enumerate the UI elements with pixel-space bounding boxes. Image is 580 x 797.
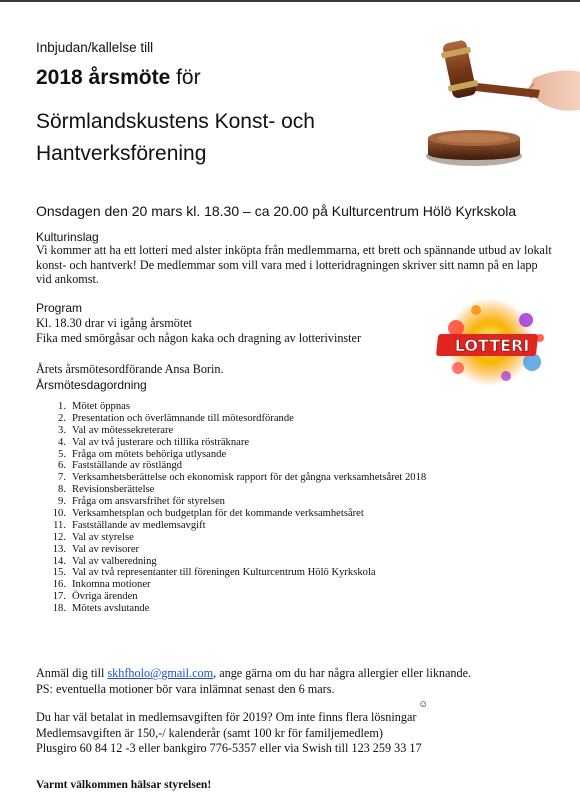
- agenda-item: [36, 496, 496, 508]
- agenda-item-text: Inkomna motioner: [72, 579, 151, 591]
- agenda-item: [36, 556, 496, 568]
- gavel-icon: [416, 32, 580, 185]
- program-line-1: Kl. 18.30 drar vi igång årsmötet: [36, 316, 193, 330]
- section-heading-program: Program: [36, 301, 83, 315]
- agenda-item-text: Verksamhetsberättelse och ekonomisk rapport för det gångna verksamhetsåret 2018: [72, 472, 427, 484]
- signup-line: [36, 666, 471, 681]
- agenda-item-number: 13.: [52, 543, 66, 555]
- section-heading-kulturinslag: Kulturinslag: [36, 230, 99, 244]
- agenda-item: [36, 460, 496, 472]
- signup-prefix: Anmäl dig till: [36, 666, 108, 680]
- org-name-line2: Hantverksförening: [36, 142, 207, 165]
- agenda-item: [36, 437, 496, 449]
- lotteri-word: LOTTERI: [454, 336, 530, 355]
- welcome-signoff: Varmt välkommen hälsar styrelsen!: [36, 779, 212, 791]
- agenda-item-number: 16.: [52, 579, 66, 591]
- agenda-item-number: 4.: [58, 436, 66, 448]
- agenda-item-text: Val av mötessekreterare: [72, 424, 174, 436]
- agenda-list: [36, 401, 496, 615]
- agenda-item-text: Revisionsberättelse: [72, 484, 155, 496]
- lotteri-image: [428, 298, 558, 393]
- agenda-item-text: Val av styrelse: [72, 531, 134, 543]
- agenda-item-text: Mötet öppnas: [72, 401, 130, 412]
- invite-label: Inbjudan/kallelse till: [36, 40, 154, 55]
- agenda-item: [36, 520, 496, 532]
- agenda-item: [36, 425, 496, 437]
- agenda-item: [36, 579, 496, 591]
- agenda-item-text: Presentation och överlämnande till mötesordförande: [72, 412, 294, 424]
- agenda-item-number: 15.: [52, 567, 66, 579]
- page-title: [36, 66, 201, 90]
- agenda-item-number: 6.: [58, 460, 66, 472]
- top-border: [0, 0, 580, 2]
- agenda-item: [36, 401, 496, 413]
- agenda-item: [36, 484, 496, 496]
- program-line-2: Fika med smörgåsar och någon kaka och dragning av lotterivinster: [36, 331, 362, 345]
- title-for: för: [170, 66, 201, 89]
- agenda-item-number: 9.: [58, 496, 66, 508]
- agenda-item: [36, 449, 496, 461]
- membership-fee: Medlemsavgiften är 150,-/ kalenderår (samt 100 kr för familjemedlem): [36, 726, 383, 740]
- agenda-item: [36, 508, 496, 520]
- agenda-item-text: Verksamhetsplan och budgetplan för det kommande verksamhetsåret: [72, 508, 364, 520]
- title-year-meeting: 2018 årsmöte: [36, 66, 171, 89]
- agenda-item-number: 3.: [58, 424, 66, 436]
- agenda-item-text: Val av två representanter till föreningen Kulturcentrum Hölö Kyrkskola: [72, 567, 376, 579]
- agenda-item-text: Fråga om mötets behöriga utlysande: [72, 448, 227, 460]
- kulturinslag-text: Vi kommer att ha ett lotteri med alster inköpta från medlemmarna, ett brett och spännande utbud av lokalt konst- och hantverk! De medlemmar som vill vara med i lotteridragningen skriver sitt namn på en lapp vid ankomst.: [36, 243, 552, 286]
- agenda-item: [36, 603, 496, 615]
- agenda-item-number: 7.: [58, 472, 66, 484]
- motion-note: PS: eventuella motioner bör vara inlämnat senast den 6 mars.: [36, 682, 335, 696]
- meeting-chair: Årets årsmötesordförande Ansa Borin.: [36, 362, 224, 376]
- agenda-item-text: Mötets avslutande: [72, 603, 150, 615]
- agenda-item-number: 12.: [52, 531, 66, 543]
- org-name-line1: Sörmlandskustens Konst- och: [36, 110, 315, 133]
- agenda-item-text: Fastställande av medlemsavgift: [72, 519, 206, 531]
- agenda-item-text: Val av två justerare och tillika rösträknare: [72, 436, 250, 448]
- email-link[interactable]: skhfholo@gmail.com: [107, 666, 214, 680]
- smiley-icon: ☺: [418, 699, 429, 710]
- agenda-item: [36, 413, 496, 425]
- agenda-item-number: 1.: [58, 401, 66, 412]
- agenda-item-text: Val av revisorer: [72, 543, 140, 555]
- agenda-item-number: 17.: [52, 591, 66, 603]
- payment-methods: Plusgiro 60 84 12 -3 eller bankgiro 776-5357 eller via Swish till 123 259 33 17: [36, 741, 422, 755]
- agenda-item-text: Övriga ärenden: [72, 591, 138, 603]
- agenda-item-number: 2.: [58, 412, 66, 424]
- agenda-item: [36, 532, 496, 544]
- agenda-item-number: 11.: [53, 519, 66, 531]
- signup-suffix: , ange gärna om du har några allergier eller liknande.: [213, 666, 472, 680]
- agenda-item: [36, 591, 496, 603]
- agenda-item-number: 18.: [52, 603, 66, 615]
- agenda-item: [36, 544, 496, 556]
- agenda-item: [36, 567, 496, 579]
- agenda-item-number: 8.: [58, 484, 66, 496]
- agenda-item-text: Fråga om ansvarsfrihet för styrelsen: [72, 496, 225, 508]
- agenda-item: [36, 472, 496, 484]
- section-heading-agenda: Årsmötesdagordning: [36, 378, 147, 392]
- event-time-place: Onsdagen den 20 mars kl. 18.30 – ca 20.00 på Kulturcentrum Hölö Kyrkskola: [36, 203, 517, 219]
- agenda-item-text: Fastställande av röstlängd: [72, 460, 183, 472]
- agenda-item-number: 5.: [58, 448, 66, 460]
- agenda-item-number: 10.: [52, 508, 66, 520]
- payment-question: Du har väl betalat in medlemsavgiften för 2019? Om inte finns flera lösningar: [36, 710, 417, 724]
- agenda-item-number: 14.: [52, 555, 66, 567]
- agenda-item-text: Val av valberedning: [72, 555, 157, 567]
